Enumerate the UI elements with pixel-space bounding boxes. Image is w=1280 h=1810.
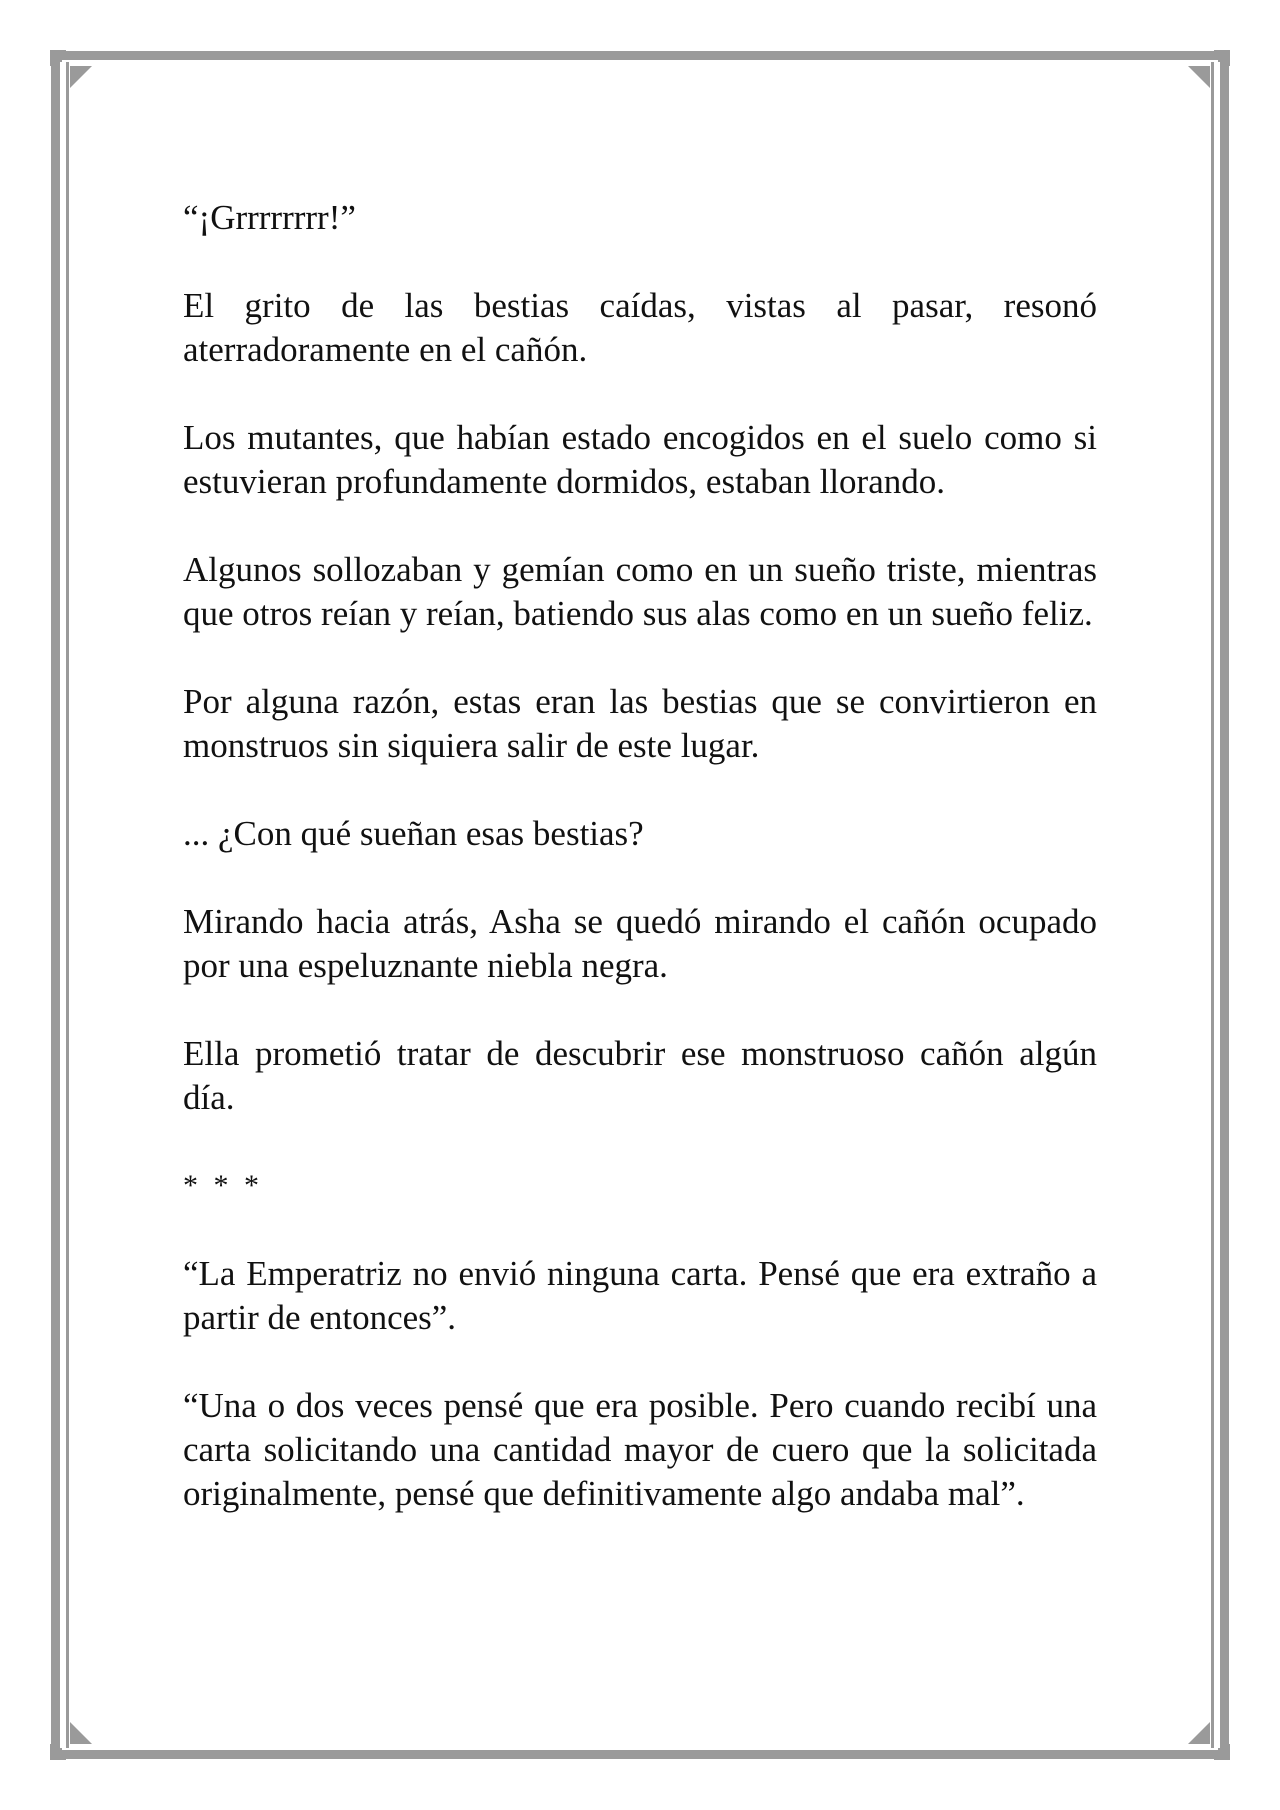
- paragraph: Ella prometió tratar de descubrir ese monstruoso cañón algún día.: [183, 1034, 1097, 1117]
- paragraph-growl: “¡Grrrrrrrr!”: [183, 198, 356, 237]
- paragraph-question: ... ¿Con qué sueñan esas bestias?: [183, 814, 644, 853]
- paragraph-dialogue: “La Emperatriz no envió ninguna carta. Pensé que era extraño a partir de entonces”.: [183, 1254, 1097, 1337]
- paragraph: El grito de las bestias caídas, vistas al pasar, resonó aterradoramente en el cañón.: [183, 286, 1097, 369]
- page-text-body: [183, 196, 1097, 1560]
- scene-separator: * * *: [183, 1169, 263, 1202]
- paragraph: Los mutantes, que habían estado encogidos en el suelo como si estuvieran profundamente dormidos, estaban llorando.: [183, 418, 1097, 501]
- paragraph: Algunos sollozaban y gemían como en un sueño triste, mientras que otros reían y reían, batiendo sus alas como en un sueño feliz.: [183, 550, 1097, 633]
- paragraph: Mirando hacia atrás, Asha se quedó mirando el cañón ocupado por una espeluznante niebla negra.: [183, 902, 1097, 985]
- paragraph: Por alguna razón, estas eran las bestias que se convirtieron en monstruos sin siquiera salir de este lugar.: [183, 682, 1097, 765]
- paragraph-dialogue: “Una o dos veces pensé que era posible. Pero cuando recibí una carta solicitando una cantidad mayor de cuero que la solicitada originalmente, pensé que definitivamente algo andaba mal”.: [183, 1386, 1097, 1513]
